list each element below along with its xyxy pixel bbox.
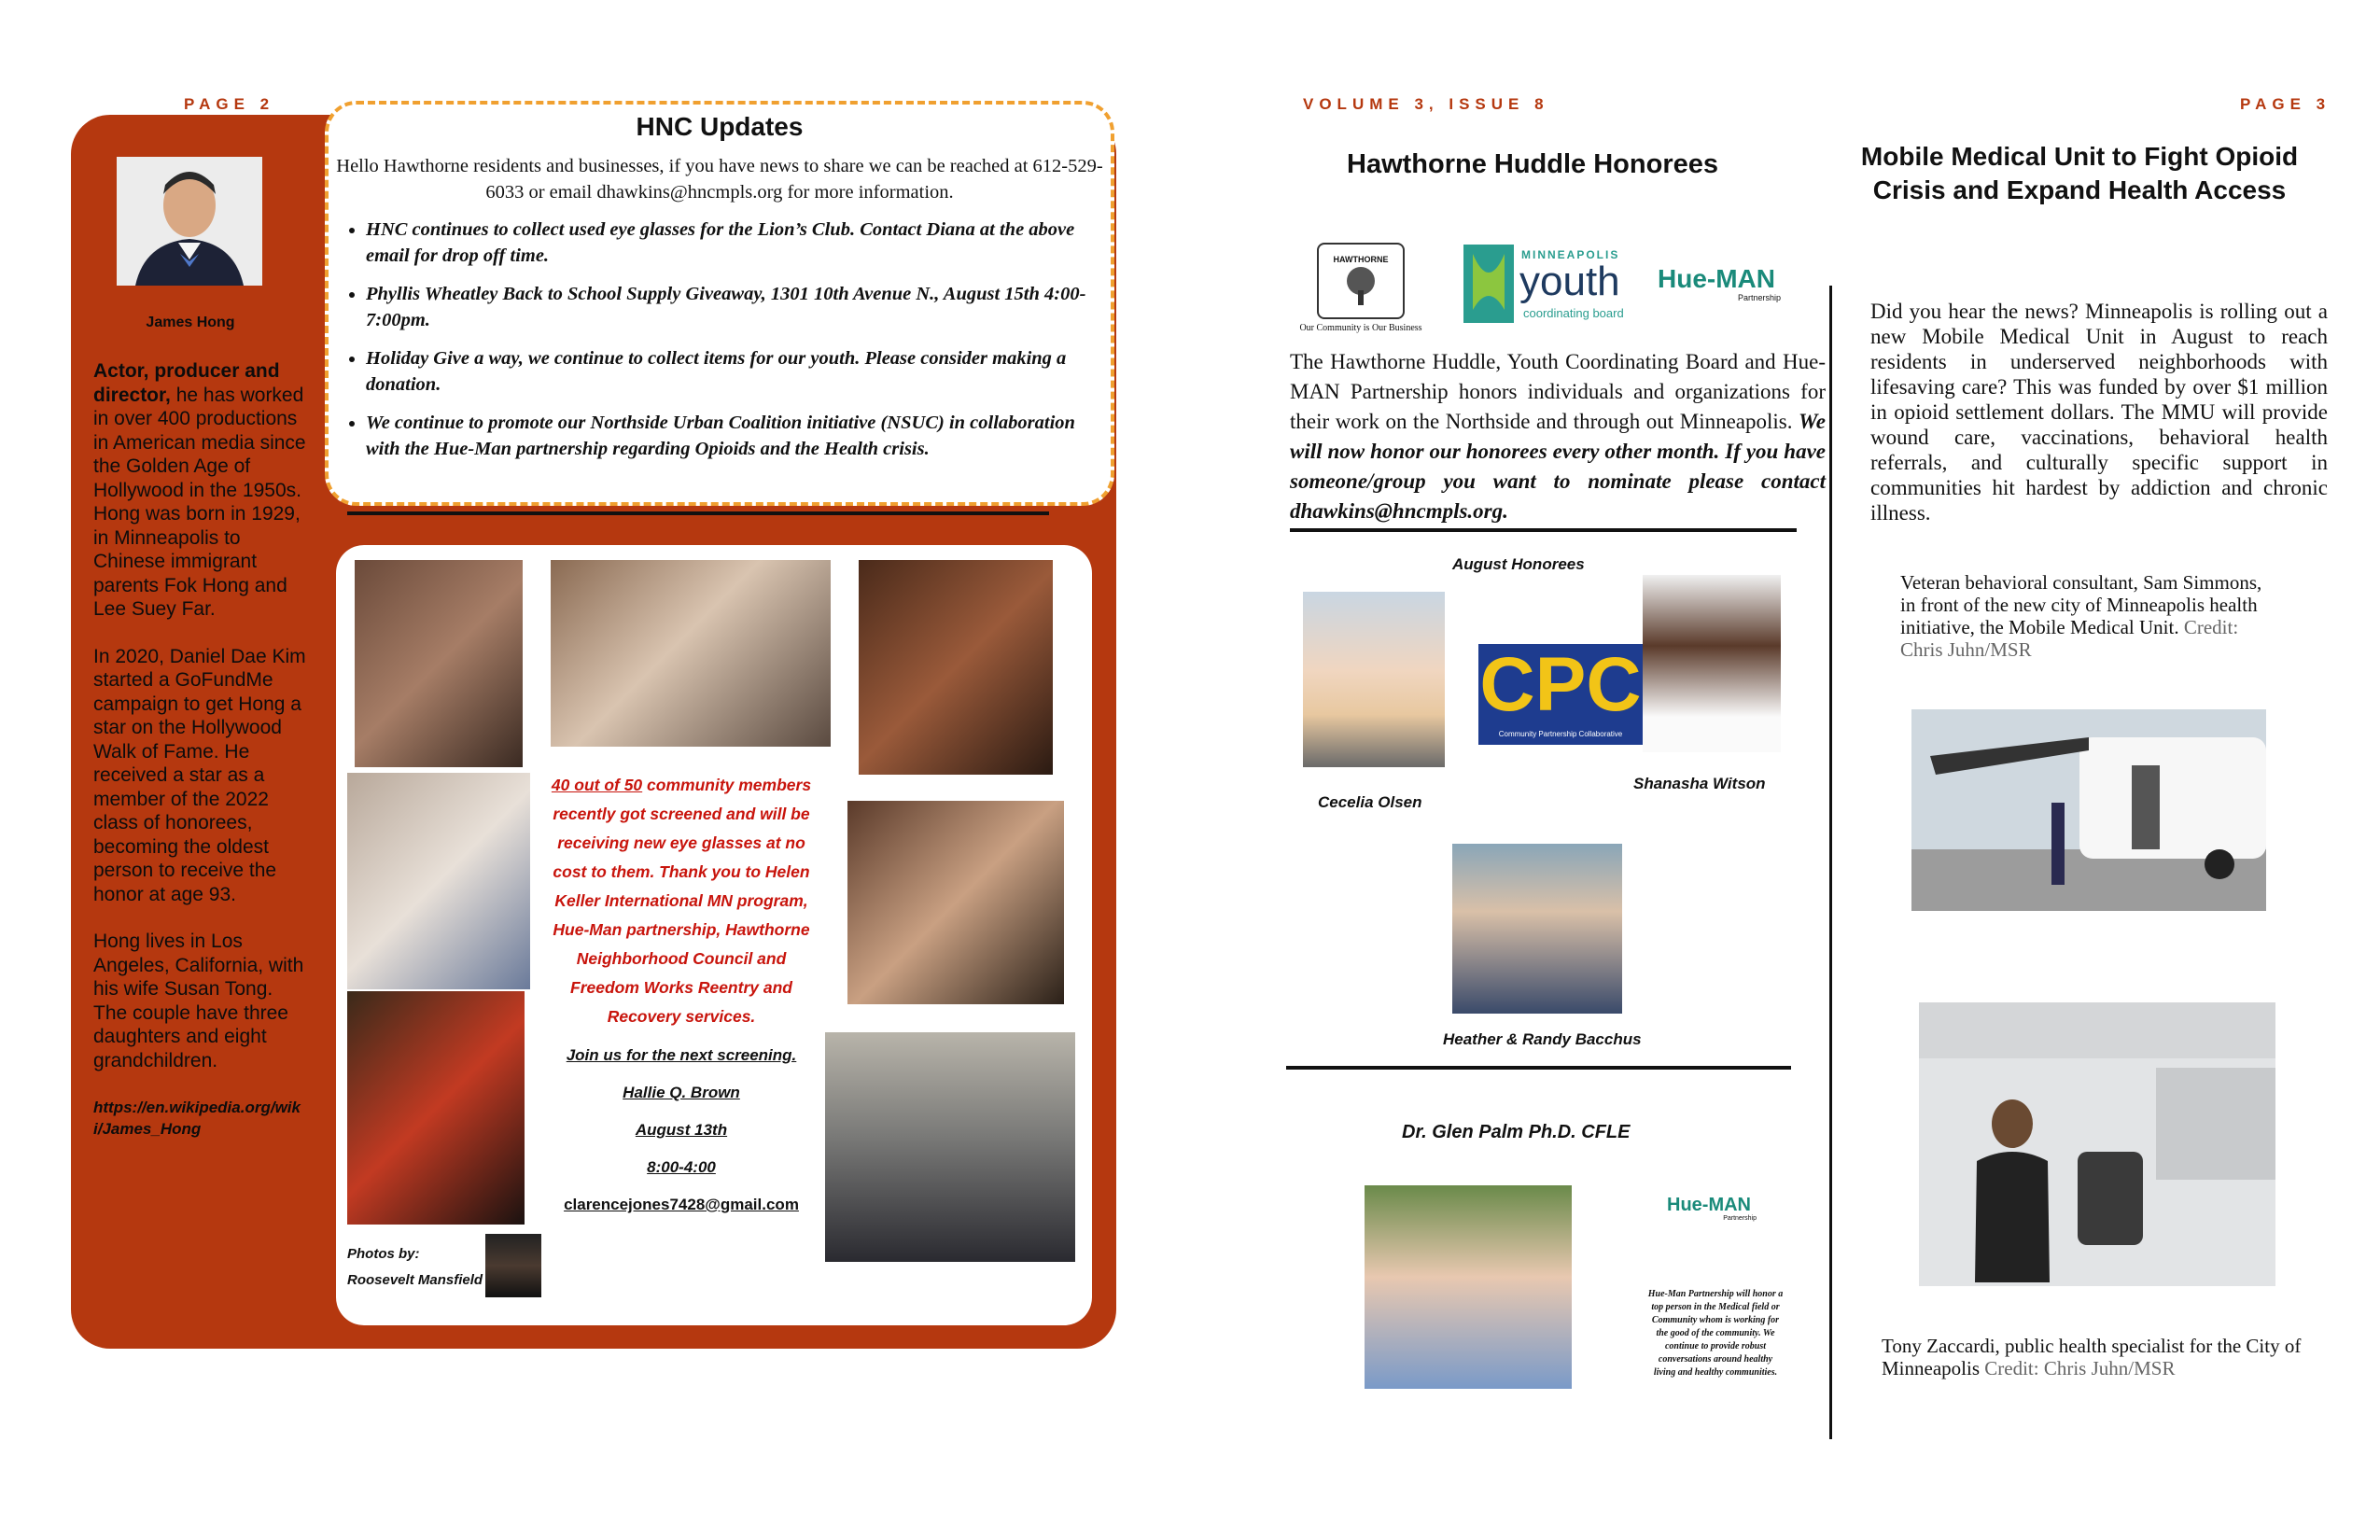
bio-paragraph-1	[93, 359, 306, 622]
hueman-logo	[1658, 265, 1781, 302]
caption-credit: Credit: Chris Juhn/MSR	[1980, 1357, 2176, 1379]
mmu-caption-1	[1900, 571, 2272, 661]
honorees-title: Hawthorne Huddle Honorees	[1347, 149, 1718, 179]
wiki-link[interactable]: https://en.wikipedia.org/wiki/James_Hong	[93, 1099, 301, 1138]
mmu-title: Mobile Medical Unit to Fight Opioid Crisis and Expand Health Access	[1860, 142, 2299, 204]
youth-top: MINNEAPOLIS	[1521, 248, 1620, 261]
honorees-intro	[1290, 347, 1826, 526]
honoree-name: Shanasha Witson	[1633, 775, 1766, 792]
list-item: • HNC continues to collect used eye glasses for the Lion’s Club. Contact Diana at the above email for drop off time.	[366, 217, 1111, 269]
list-item: • Holiday Give a way, we continue to collect items for our youth. Please consider making a donation.	[366, 345, 1111, 398]
hawthorne-tagline: Our Community is Our Business	[1299, 322, 1422, 333]
honoree-name: Heather & Randy Bacchus	[1443, 1030, 1642, 1048]
mmu-caption-2	[1882, 1335, 2311, 1379]
screening-photo-4	[347, 773, 530, 989]
hawthorne-word: HAWTHORNE	[1333, 254, 1389, 264]
divider	[1290, 528, 1797, 532]
tree-icon	[1317, 243, 1405, 319]
photo-credit: Photos by: Roosevelt Mansfield	[347, 1246, 483, 1288]
volume-issue-label: VOLUME 3, ISSUE 8	[1303, 95, 1549, 113]
cpc-letters: CPC	[1479, 642, 1642, 727]
screening-photo-1	[355, 560, 523, 767]
screening-photo-6	[847, 801, 1064, 1004]
hueman-word: Hue-MAN	[1658, 264, 1775, 293]
cpc-sub: Community Partnership Collaborative	[1498, 730, 1623, 738]
caption-text: Tony Zaccardi, public health specialist for the City of Minneapolis	[1882, 1335, 2302, 1379]
bacchus-photo	[1452, 844, 1622, 1014]
cpc-logo	[1478, 644, 1643, 745]
honoree-name: Cecelia Olsen	[1318, 793, 1422, 811]
sidebar-bio	[93, 154, 306, 1140]
youth-logo	[1463, 245, 1631, 323]
palm-title: Dr. Glen Palm Ph.D. CFLE	[1402, 1122, 1631, 1142]
page-label-left: PAGE 2	[184, 95, 275, 113]
bio-paragraph-2: In 2020, Daniel Dae Kim started a GoFundMe campaign to get Hong a star on the Hollywood Walk of Fame. He received a star as a member of the 2022 class of honorees, becoming the oldest person to receive the honor at age 93.	[93, 645, 306, 905]
hueman-sub-small: Partnership	[1723, 1215, 1757, 1222]
screening-photo-7	[825, 1032, 1075, 1262]
screening-photo-2	[551, 560, 831, 747]
hawthorne-logo	[1294, 239, 1428, 336]
hnc-updates-box	[325, 101, 1114, 506]
screening-photo-5	[347, 991, 525, 1225]
screening-count: 40 out of 50	[551, 776, 643, 794]
shanasha-witson-photo	[1643, 575, 1781, 752]
youth-sub: coordinating board	[1523, 306, 1624, 320]
divider	[347, 511, 1049, 515]
caption-text: Veteran behavioral consultant, Sam Simmons, in front of the new city of Minneapolis health initiative, the Mobile Medical Unit.	[1900, 571, 2262, 638]
screening-text	[551, 771, 812, 1031]
youth-leaf-icon	[1463, 245, 1514, 323]
bio-lead: Actor, producer and director,	[93, 360, 280, 406]
cecelia-olsen-photo	[1303, 592, 1445, 767]
mmu-body: Did you hear the news? Minneapolis is rolling out a new Mobile Medical Unit in August to reach residents in underserved neighborhoods with lifesaving care? This was funded by over $1 million in opioid settlement dollars. The MMU will provide wound care, vaccinations, behavioral health referrals, and culturally specific support in communities hit hardest by addiction and chronic illness.	[1870, 300, 2328, 525]
hueman-sub: Partnership	[1737, 293, 1781, 302]
intro-bold: We will now honor our honorees every other month. If you have someone/group you want to nominate please contact dhawkins@hncmpls.org.	[1290, 410, 1826, 523]
page-label-right: PAGE 3	[2240, 95, 2331, 113]
intro-plain: The Hawthorne Huddle, Youth Coordinating Board and Hue-MAN Partnership honors individuals and organizations for their work on the Northside and through out Minneapolis.	[1290, 350, 1826, 433]
mmu-interior-photo	[1919, 1002, 2275, 1286]
mmu-vehicle-photo	[1911, 709, 2266, 911]
hnc-updates-intro: Hello Hawthorne residents and businesses, if you have news to share we can be reached at 612-529-6033 or email dhawkins@hncmpls.org for more information.	[336, 156, 1103, 203]
screening-message	[551, 771, 812, 1214]
hueman-logo-small	[1667, 1195, 1757, 1222]
bio-paragraph-3: Hong lives in Los Angeles, California, with his wife Susan Tong. The couple have three daughters and eight grandchildren.	[93, 931, 304, 1071]
column-divider	[1829, 286, 1832, 1439]
screening-venue: Hallie Q. Brown	[623, 1084, 740, 1101]
screening-time: 8:00-4:00	[647, 1158, 716, 1176]
screening-photo-3	[859, 560, 1053, 775]
list-item: • We continue to promote our Northside Urban Coalition initiative (NSUC) in collaboration with the Hue-Man partnership regarding Opioids and the Health crisis.	[366, 410, 1111, 462]
screening-join: Join us for the next screening.	[566, 1046, 797, 1064]
screening-body: community members recently got screened and will be receiving new eye glasses at no cost to them. Thank you to Helen Keller International MN program, Hue-Man partnership, Hawthorne Neighborhood Council and Freedom Works Reentry and Recovery services.	[553, 776, 812, 1026]
screening-email[interactable]: clarencejones7428@gmail.com	[564, 1196, 799, 1213]
hueman-word-small: Hue-MAN	[1667, 1195, 1751, 1215]
hueman-note: Hue-Man Partnership will honor a top person in the Medical field or Community whom is working for the good of the community. We continue to provide robust conversations around healthy living and healthy communities.	[1647, 1289, 1784, 1378]
hnc-updates-title: HNC Updates	[636, 112, 804, 141]
divider	[1286, 1066, 1791, 1070]
hnc-updates-list	[329, 217, 1111, 462]
youth-main: youth	[1519, 259, 1620, 304]
photo-caption: James Hong	[146, 315, 235, 330]
list-item: • Phyllis Wheatley Back to School Supply Giveaway, 1301 10th Avenue N., August 15th 4:00-7:00pm.	[366, 281, 1111, 333]
bio-rest: he has worked in over 400 productions in American media since the Golden Age of Hollywood in the 1950s. Hong was born in 1929, in Minneapolis to Chinese immigrant parents Fok Hong and Lee Suey Far.	[93, 384, 306, 620]
glen-palm-photo	[1365, 1185, 1572, 1389]
photographer-photo	[485, 1234, 541, 1297]
screening-date: August 13th	[635, 1121, 728, 1139]
caption-credit: Credit: Chris Juhn/MSR	[1900, 616, 2239, 661]
august-honorees-label: August Honorees	[1452, 555, 1585, 573]
